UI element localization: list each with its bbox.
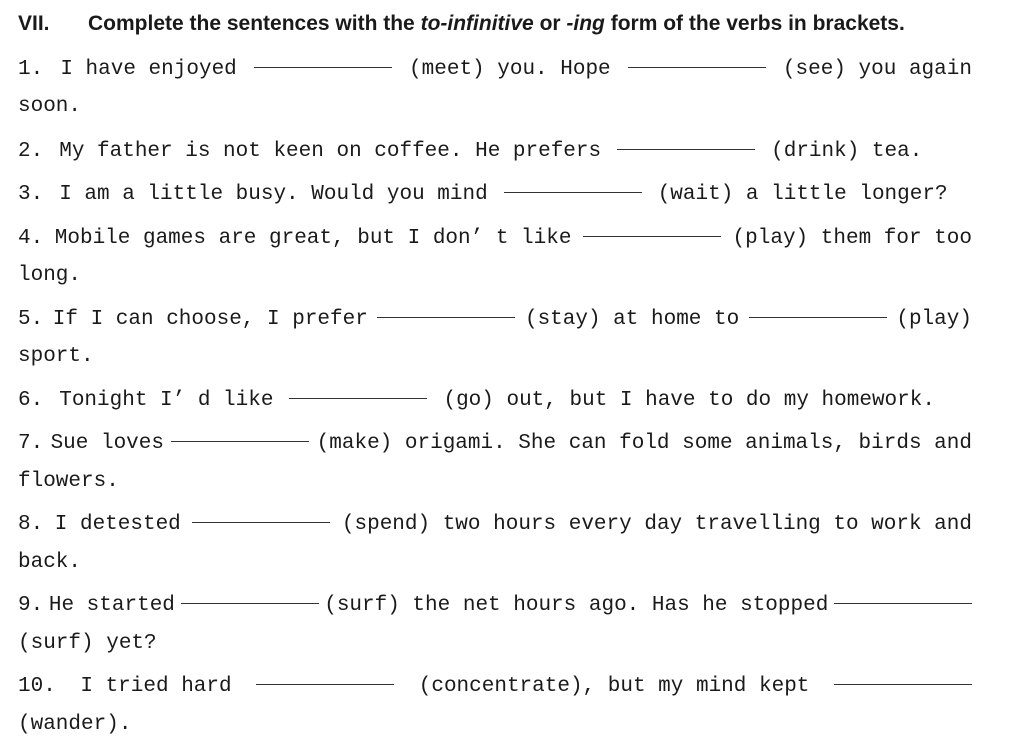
- sentence-text: I tried hard: [80, 675, 232, 698]
- sentence-5-cont: [18, 342, 972, 372]
- sentence-8-cont: [18, 548, 972, 578]
- item-number: 5.: [18, 308, 44, 331]
- sentence-2: [18, 137, 972, 167]
- sentence-text: I am a little busy. Would you mind: [59, 183, 488, 206]
- sentence-text: Mobile games are great, but I don’ t like: [54, 227, 572, 250]
- sentence-text: I detested: [54, 513, 181, 536]
- sentence-text: (drink) tea.: [771, 140, 923, 163]
- sentence-text: (make) origami. She can fold some animals, birds and: [316, 432, 972, 455]
- sentence-8: [18, 510, 972, 540]
- answer-blank[interactable]: [834, 602, 972, 604]
- item-number: 10.: [18, 675, 56, 698]
- item-number: 9.: [18, 594, 44, 617]
- sentence-4-cont: [18, 261, 972, 291]
- sentence-text: He started: [48, 594, 175, 617]
- sentence-text: (spend) two hours every day travelling to work and: [341, 513, 972, 536]
- sentence-9: [18, 591, 972, 621]
- exercise-heading: [18, 12, 905, 36]
- item-number: 4.: [18, 227, 44, 250]
- sentence-text: If I can choose, I prefer: [52, 308, 368, 331]
- sentence-text: Sue loves: [50, 432, 164, 455]
- sentence-text: (go) out, but I have to do my homework.: [443, 389, 935, 412]
- sentence-7: [18, 429, 972, 459]
- item-number: 3.: [18, 183, 44, 206]
- sentence-5: [18, 305, 972, 335]
- sentence-10-cont: [18, 710, 972, 740]
- answer-blank[interactable]: [834, 683, 972, 685]
- heading-text-2: or: [533, 12, 567, 35]
- item-number: 6.: [18, 389, 44, 412]
- sentence-text: (stay) at home to: [524, 308, 740, 331]
- sentence-text: soon.: [18, 95, 82, 118]
- sentence-text: (concentrate), but my mind kept: [418, 675, 810, 698]
- sentence-text: long.: [18, 264, 82, 287]
- sentence-text: (wander).: [18, 713, 132, 736]
- answer-blank[interactable]: [171, 440, 309, 442]
- answer-blank[interactable]: [617, 148, 755, 150]
- sentence-text: (surf) the net hours ago. Has he stopped: [324, 594, 829, 617]
- sentence-text: I have enjoyed: [60, 58, 237, 81]
- sentence-text: (wait) a little longer?: [657, 183, 948, 206]
- answer-blank[interactable]: [749, 316, 887, 318]
- answer-blank[interactable]: [504, 191, 642, 193]
- answer-blank[interactable]: [181, 602, 319, 604]
- sentence-text: Tonight I’ d like: [59, 389, 274, 412]
- answer-blank[interactable]: [192, 521, 330, 523]
- sentence-7-cont: [18, 467, 972, 497]
- sentence-text: back.: [18, 551, 82, 574]
- exercise-number: VII.: [18, 12, 50, 35]
- answer-blank[interactable]: [289, 397, 427, 399]
- answer-blank[interactable]: [377, 316, 515, 318]
- sentence-text: sport.: [18, 345, 94, 368]
- sentence-text: My father is not keen on coffee. He prefers: [59, 140, 602, 163]
- sentence-text: (see) you again: [782, 58, 972, 81]
- item-number: 1.: [18, 58, 44, 81]
- sentence-text: flowers.: [18, 470, 119, 493]
- sentence-4: [18, 224, 972, 254]
- item-number: 8.: [18, 513, 44, 536]
- sentence-text: (play) them for too: [732, 227, 972, 250]
- sentence-text: (meet) you. Hope: [409, 58, 611, 81]
- sentence-text: (surf) yet?: [18, 632, 157, 655]
- heading-italic-1: to-infinitive: [420, 12, 534, 35]
- sentence-1-cont: [18, 92, 972, 122]
- sentence-3: [18, 180, 972, 210]
- sentence-6: [18, 386, 972, 416]
- answer-blank[interactable]: [628, 66, 766, 68]
- heading-text-1: Complete the sentences with the: [88, 12, 421, 35]
- answer-blank[interactable]: [256, 683, 394, 685]
- answer-blank[interactable]: [583, 235, 721, 237]
- sentence-9-cont: [18, 629, 972, 659]
- item-number: 2.: [18, 140, 44, 163]
- sentence-10: [18, 672, 972, 702]
- answer-blank[interactable]: [254, 66, 392, 68]
- sentence-1: [18, 55, 972, 85]
- heading-italic-2: -ing: [566, 12, 605, 35]
- item-number: 7.: [18, 432, 44, 455]
- heading-text-3: form of the verbs in brackets.: [604, 12, 905, 35]
- sentence-text: (play): [896, 308, 972, 331]
